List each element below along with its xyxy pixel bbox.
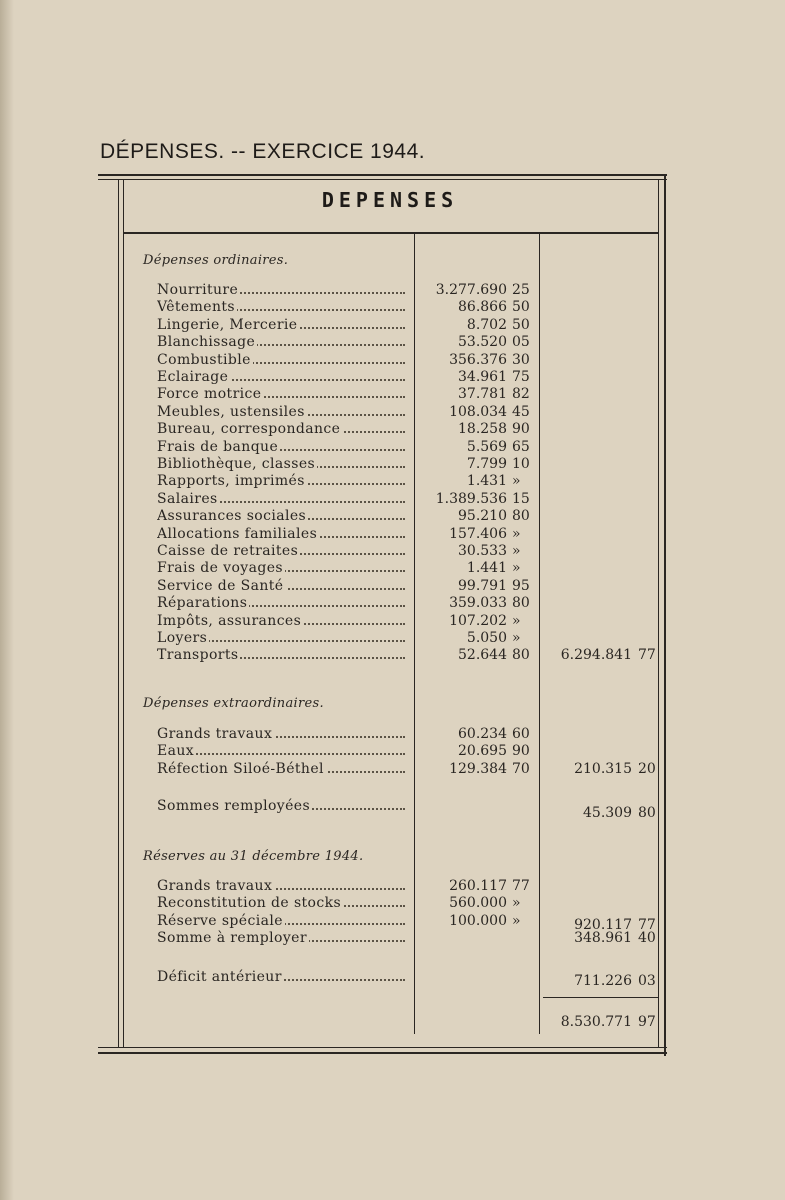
row-label: Réserve spéciale (157, 913, 405, 929)
row-cents: 80 (512, 595, 530, 612)
table-row (0, 473, 785, 490)
row-amount: 60.234 (458, 726, 507, 742)
row-cents: » (512, 612, 521, 629)
row-total-cents: 77 (638, 647, 656, 664)
table-row (0, 404, 785, 421)
row-total: 920.117 (574, 916, 632, 933)
row-label: Eaux (157, 743, 405, 759)
row-cents: 95 (512, 577, 530, 594)
grand-total-row (0, 1014, 785, 1031)
row-label: Lingerie, Mercerie (157, 317, 405, 333)
row-cents: » (512, 912, 521, 929)
row-amount: 99.791 (458, 577, 507, 594)
row-label: Déficit antérieur (157, 969, 405, 985)
row-label: Service de Santé (157, 578, 405, 594)
grand-total: 8.530.771 (560, 1014, 632, 1030)
table-row (0, 930, 785, 947)
row-cents: » (512, 560, 521, 577)
row-label: Eclairage (157, 369, 405, 385)
table-row (0, 726, 785, 743)
row-cents: » (512, 630, 521, 646)
row-total-cents: 20 (638, 760, 656, 777)
row-total-cents: 40 (638, 930, 656, 947)
grand-total-cents: 97 (638, 1014, 656, 1030)
row-cents: 70 (512, 760, 530, 777)
table-row (0, 630, 785, 647)
total-rule (543, 997, 658, 998)
row-total: 6.294.841 (560, 647, 632, 664)
row-label: Meubles, ustensiles (157, 404, 405, 420)
row-cents: 77 (512, 878, 530, 894)
row-label: Allocations familiales (157, 526, 405, 542)
row-label: Transports (157, 647, 405, 663)
row-amount: 3.277.690 (435, 282, 507, 298)
row-cents: 10 (512, 456, 530, 472)
table-row (0, 299, 785, 316)
row-amount: 1.431 (466, 473, 507, 490)
row-label: Frais de banque (157, 439, 405, 455)
row-label: Somme à remployer (157, 930, 405, 946)
table-row (0, 560, 785, 577)
row-label: Sommes remployées (157, 798, 405, 814)
row-label: Grands travaux (157, 878, 405, 894)
row-label: Impôts, assurances (157, 613, 405, 629)
row-cents: 75 (512, 369, 530, 385)
table-row (0, 912, 785, 933)
row-amount: 18.258 (458, 421, 507, 438)
row-label: Rapports, imprimés (157, 473, 405, 489)
row-cents: 65 (512, 438, 530, 455)
row-amount: 8.702 (466, 316, 507, 333)
table-row (0, 526, 785, 543)
row-total: 45.309 (583, 805, 632, 821)
row-label: Force motrice (157, 386, 405, 402)
row-amount: 1.389.536 (435, 490, 507, 507)
row-amount: 7.799 (466, 456, 507, 472)
row-amount: 86.866 (458, 299, 507, 316)
row-cents: 25 (512, 282, 530, 298)
row-label: Assurances sociales (157, 508, 405, 524)
row-total-cents: 77 (638, 916, 656, 933)
row-cents: 05 (512, 334, 530, 351)
row-cents: » (512, 525, 521, 542)
row-total: 711.226 (574, 973, 632, 989)
table-row (0, 761, 785, 778)
row-amount: 100.000 (449, 912, 507, 929)
row-label: Bibliothèque, classes (157, 456, 405, 472)
row-label: Caisse de retraites (157, 543, 405, 559)
table-row (0, 439, 785, 456)
row-cents: » (512, 543, 521, 559)
row-label: Reconstitution de stocks (157, 895, 405, 911)
row-label: Loyers (157, 630, 405, 646)
row-amount: 129.384 (449, 760, 507, 777)
table-row (0, 456, 785, 473)
table-row (0, 491, 785, 508)
table-row (0, 543, 785, 560)
row-amount: 52.644 (458, 647, 507, 664)
row-label: Nourriture (157, 282, 405, 298)
row-amount: 37.781 (458, 386, 507, 403)
row-label: Grands travaux (157, 726, 405, 742)
row-amount: 34.961 (458, 369, 507, 385)
table-row (0, 743, 785, 760)
row-amount: 260.117 (449, 878, 507, 894)
row-total: 210.315 (574, 760, 632, 777)
row-cents: 80 (512, 647, 530, 664)
table-row (0, 578, 785, 595)
section-heading-ordinaires: Dépenses ordinaires. (143, 253, 289, 268)
row-amount: 5.569 (466, 438, 507, 455)
table-title: DEPENSES (321, 188, 459, 212)
table-row (0, 334, 785, 351)
row-label: Réparations (157, 595, 405, 611)
row-label: Blanchissage (157, 334, 405, 350)
row-label: Bureau, correspondance (157, 421, 405, 437)
row-label: Salaires (157, 491, 405, 507)
row-amount: 359.033 (449, 595, 507, 612)
row-amount: 53.520 (458, 334, 507, 351)
row-total-cents: 80 (638, 805, 656, 821)
section-heading-reserves: Réserves au 31 décembre 1944. (143, 849, 364, 864)
table-row (0, 878, 785, 895)
row-cents: 50 (512, 316, 530, 333)
row-amount: 30.533 (458, 543, 507, 559)
page-title: DÉPENSES. -- EXERCICE 1944. (100, 140, 426, 163)
row-amount: 560.000 (449, 895, 507, 912)
table-row (0, 421, 785, 438)
row-amount: 5.050 (466, 630, 507, 646)
row-label: Combustible (157, 352, 405, 368)
row-cents: 15 (512, 490, 530, 507)
table-row (0, 595, 785, 612)
row-cents: 90 (512, 743, 530, 760)
row-cents: 82 (512, 386, 530, 403)
table-row (0, 895, 785, 912)
row-amount: 95.210 (458, 508, 507, 525)
row-amount: 1.441 (466, 560, 507, 577)
table-row (0, 647, 785, 664)
table-row (0, 352, 785, 369)
row-label: Frais de voyages (157, 560, 405, 576)
row-label: Vêtements (157, 299, 405, 315)
section-heading-extraordinaires: Dépenses extraordinaires. (143, 696, 324, 711)
table-row (0, 317, 785, 334)
table-row (0, 369, 785, 386)
table-row (0, 386, 785, 403)
row-amount: 356.376 (449, 351, 507, 368)
row-total-cents: 03 (638, 973, 656, 989)
row-amount: 20.695 (458, 743, 507, 760)
row-cents: 60 (512, 726, 530, 742)
row-cents: 80 (512, 508, 530, 525)
table-row (0, 282, 785, 299)
row-amount: 107.202 (449, 612, 507, 629)
table-row (0, 508, 785, 525)
row-cents: » (512, 895, 521, 912)
row-amount: 108.034 (449, 403, 507, 420)
sommes-row (0, 798, 785, 821)
row-cents: 90 (512, 421, 530, 438)
row-cents: 30 (512, 351, 530, 368)
deficit-row (0, 969, 785, 989)
row-amount: 157.406 (449, 525, 507, 542)
row-total: 348.961 (574, 930, 632, 947)
row-cents: 45 (512, 403, 530, 420)
table-row (0, 613, 785, 630)
row-cents: » (512, 473, 521, 490)
row-cents: 50 (512, 299, 530, 316)
row-label: Réfection Siloé-Béthel (157, 761, 405, 777)
